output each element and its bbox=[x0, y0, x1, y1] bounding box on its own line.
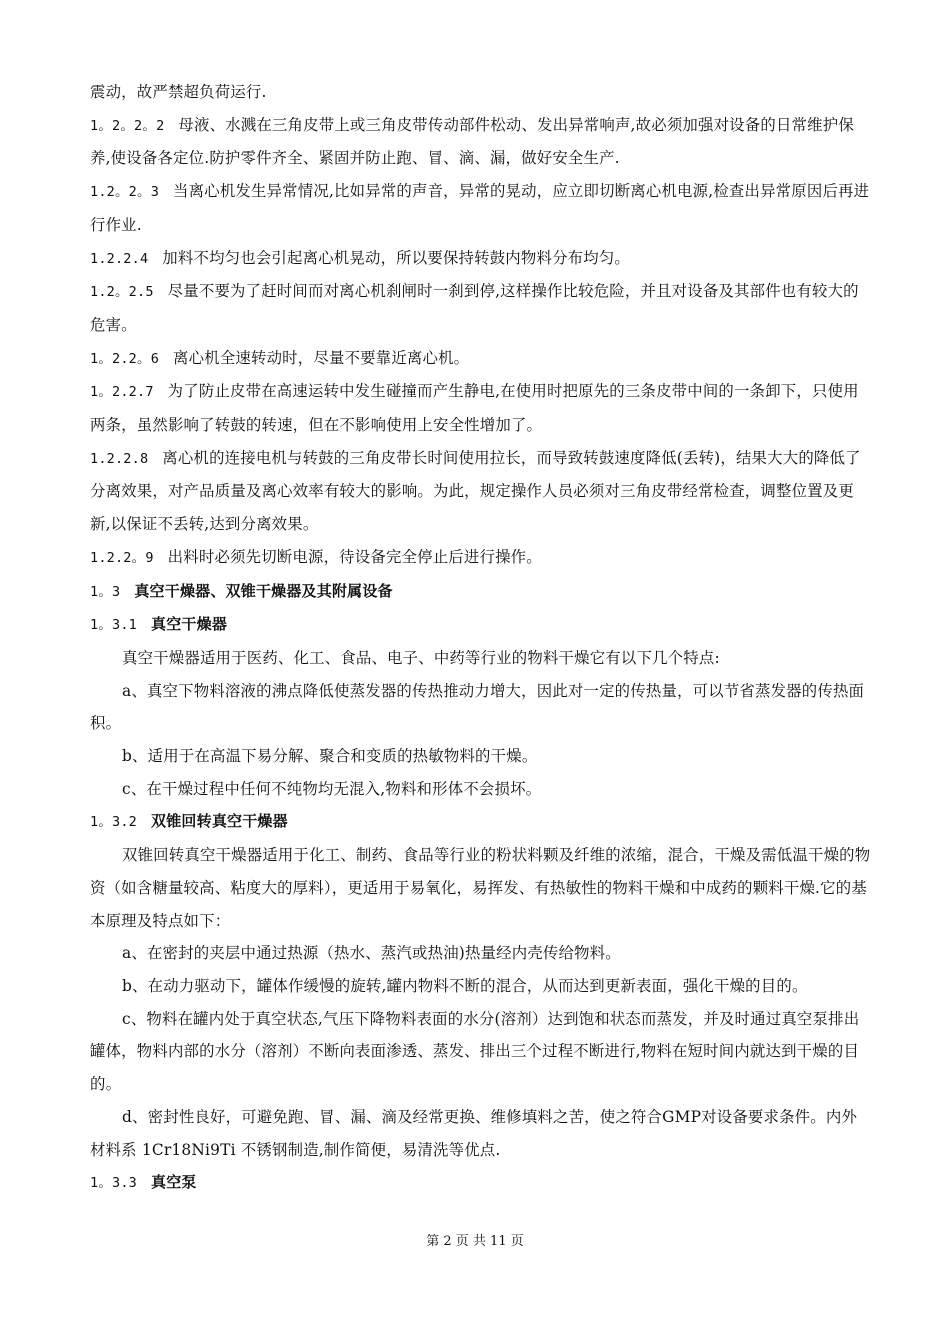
paragraph-text: 出料时必须先切断电源，待设备完全停止后进行操作。 bbox=[167, 547, 542, 566]
list-item: a、真空下物料溶液的沸点降低使蒸发器的传热推动力增大，因此对一定的传热量，可以节省蒸发器的传热面积。 bbox=[90, 681, 865, 733]
paragraph-text: 离心机全速转动时，尽量不要靠近离心机。 bbox=[173, 348, 470, 367]
subsection-heading bbox=[90, 1166, 872, 1200]
paragraph-text: 尽量不要为了赶时间而对离心机刹闸时一刹到停,这样操作比较危险，并且对设备及其部件也有较大的危害。 bbox=[90, 282, 859, 334]
paragraph bbox=[90, 242, 872, 276]
list-item: c、物料在罐内处于真空状态,气压下降物料表面的水分(溶剂）达到饱和状态而蒸发，并及时通过真空泵排出罐体，物料内部的水分（溶剂）不断向表面渗透、蒸发、排出三个过程不断进行,物料在短时间内就达到干燥的目的。 bbox=[90, 1009, 860, 1094]
clause-number: 1.2.2.8 bbox=[90, 450, 149, 467]
section-number: 1。3.2 bbox=[90, 814, 138, 831]
paragraph-text: 震动，故严禁超负荷运行. bbox=[90, 83, 267, 101]
list-item: c、在干燥过程中任何不纯物均无混入,物料和形体不会损坏。 bbox=[122, 779, 542, 798]
section-number: 1。3 bbox=[90, 583, 121, 600]
clause-number: 1.2。2.5 bbox=[90, 284, 154, 301]
section-heading bbox=[90, 575, 872, 609]
clause-number: 1。2.2.7 bbox=[90, 384, 154, 401]
clause-number: 1。2。2。2 bbox=[90, 117, 165, 134]
list-item: b、适用于在高温下易分解、聚合和变质的热敏物料的干燥。 bbox=[122, 747, 538, 766]
page-footer: 第 2 页 共 11 页 bbox=[426, 1234, 524, 1249]
paragraph bbox=[90, 541, 872, 575]
paragraph bbox=[90, 275, 872, 341]
section-number: 1。3.1 bbox=[90, 617, 138, 634]
section-number: 1。3.3 bbox=[90, 1175, 138, 1192]
subsection-heading bbox=[90, 805, 872, 839]
document-body bbox=[90, 76, 872, 1200]
list-item: b、在动力驱动下，罐体作缓慢的旋转,罐内物料不断的混合，从而达到更新表面，强化干燥的目的。 bbox=[122, 976, 808, 995]
paragraph: 真空干燥器适用于医药、化工、食品、电子、中药等行业的物料干燥它有以下几个特点: bbox=[122, 648, 720, 667]
subsection-heading bbox=[90, 608, 872, 642]
paragraph: 双锥回转真空干燥器适用于化工、制药、食品等行业的粉状料颗及纤维的浓缩，混合，干燥及需低温干燥的物资（如含糖量较高、粘度大的厚料），更适用于易氧化，易挥发、有热敏性的物料干燥和中成药的颗料干燥.它的基本原理及特点如下： bbox=[90, 846, 871, 930]
paragraph-text: 当离心机发生异常情况,比如异常的声音，异常的晃动，应立即切断离心机电源,检查出异常原因后再进行作业. bbox=[90, 182, 870, 234]
section-title: 双锥回转真空干燥器 bbox=[151, 812, 288, 831]
paragraph-text: 为了防止皮带在高速运转中发生碰撞而产生静电,在使用时把原先的三条皮带中间的一条卸下，只使用两条，虽然影响了转鼓的转速，但在不影响使用上安全性增加了。 bbox=[90, 382, 859, 435]
paragraph bbox=[90, 76, 872, 109]
list-item: a、在密封的夹层中通过热源（热水、蒸汽或热油)热量经内壳传给物料。 bbox=[122, 944, 621, 963]
paragraph bbox=[90, 109, 872, 175]
paragraph-text: 母液、水溅在三角皮带上或三角皮带传动部件松动、发出异常响声,故必须加强对设备的日常维护保养,使设备各定位.防护零件齐全、紧固并防止跑、冒、滴、漏，做好安全生产. bbox=[90, 115, 854, 168]
clause-number: 1。2.2。6 bbox=[90, 350, 160, 367]
paragraph bbox=[90, 442, 872, 541]
paragraph bbox=[90, 342, 872, 376]
paragraph-text: 加料不均匀也会引起离心机晃动，所以要保持转鼓内物料分布均匀。 bbox=[162, 248, 631, 267]
clause-number: 1.2。2。3 bbox=[90, 184, 160, 201]
clause-number: 1.2.2.4 bbox=[90, 250, 149, 267]
section-title: 真空干燥器、双锥干燥器及其附属设备 bbox=[134, 581, 393, 600]
list-item: d、密封性良好，可避免跑、冒、漏、滴及经常更换、维修填料之苦，使之符合GMP对设备要求条件。内外材料系 1Cr18Ni9Ti 不锈钢制造,制作简便，易清洗等优点. bbox=[90, 1107, 858, 1159]
section-title: 真空泵 bbox=[151, 1173, 197, 1192]
section-title: 真空干燥器 bbox=[151, 615, 228, 634]
clause-number: 1.2.2。9 bbox=[90, 549, 154, 566]
paragraph bbox=[90, 175, 872, 241]
paragraph-text: 离心机的连接电机与转鼓的三角皮带长时间使用拉长，而导致转鼓速度降低(丢转)，结果大大的降低了分离效果，对产品质量及离心效率有较大的影响。为此，规定操作人员必须对三角皮带经常检查，调整位置及更新,以保证不丢转,达到分离效果。 bbox=[90, 448, 861, 534]
paragraph bbox=[90, 375, 872, 441]
